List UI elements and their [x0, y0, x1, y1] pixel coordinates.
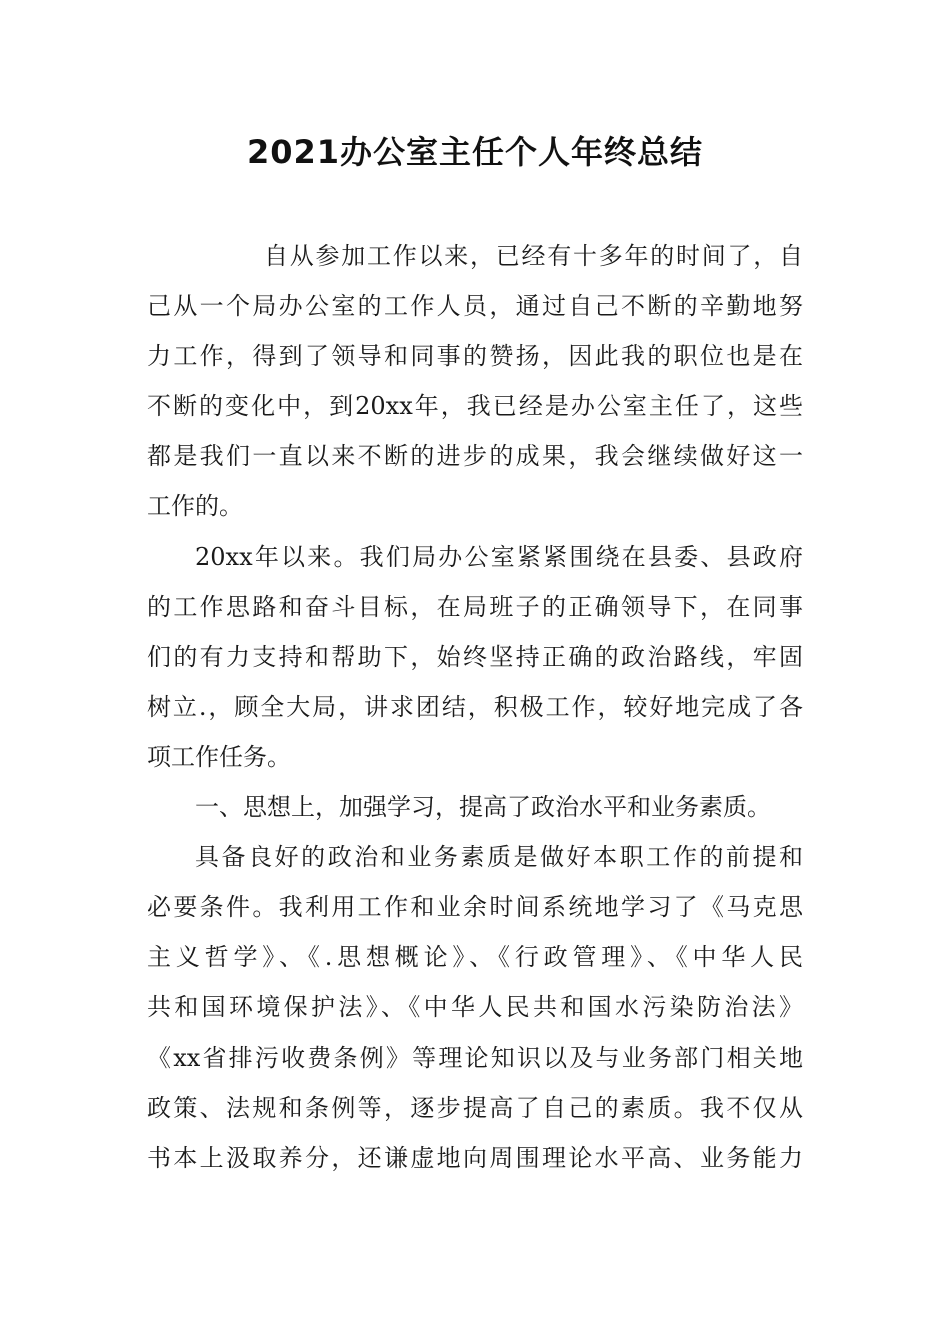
- paragraph-line: 《xx省排污收费条例》等理论知识以及与业务部门相关地: [147, 1043, 803, 1072]
- paragraph-line: 不断的变化中，到20xx年，我已经是办公室主任了，这些: [147, 392, 803, 421]
- paragraph-line: 政策、法规和条例等，逐步提高了自己的素质。我不仅从: [147, 1093, 803, 1122]
- paragraph-line: 都是我们一直以来不断的进步的成果，我会继续做好这一: [147, 442, 803, 471]
- document-body: [147, 231, 803, 1183]
- paragraph-line: 书本上汲取养分，还谦虚地向周围理论水平高、业务能力: [147, 1143, 803, 1172]
- section-heading: 一、思想上，加强学习，提高了政治水平和业务素质。: [195, 793, 771, 822]
- paragraph-line: 的工作思路和奋斗目标，在局班子的正确领导下，在同事: [147, 592, 803, 621]
- paragraph-line: 共和国环境保护法》、《中华人民共和国水污染防治法》: [147, 993, 803, 1022]
- paragraph-line: 们的有力支持和帮助下，始终坚持正确的政治路线，牢固: [147, 642, 803, 671]
- paragraph-line: 己从一个局办公室的工作人员，通过自己不断的辛勤地努: [147, 292, 803, 321]
- paragraph-line: 具备良好的政治和业务素质是做好本职工作的前提和: [195, 843, 803, 872]
- paragraph-line: 树立.，顾全大局，讲求团结，积极工作，较好地完成了各: [147, 692, 803, 721]
- paragraph-line: 20xx年以来。我们局办公室紧紧围绕在县委、县政府: [195, 542, 803, 571]
- paragraph-line: 项工作任务。: [147, 742, 291, 771]
- paragraph-line: 主义哲学》、《.思想概论》、《行政管理》、《中华人民: [147, 943, 803, 972]
- paragraph-line: 力工作，得到了领导和同事的赞扬，因此我的职位也是在: [147, 342, 803, 371]
- paragraph-line: 自从参加工作以来，已经有十多年的时间了，自: [264, 242, 803, 270]
- document-title: 2021办公室主任个人年终总结: [246, 133, 704, 171]
- paragraph-line: 必要条件。我利用工作和业余时间系统地学习了《马克思: [147, 893, 803, 922]
- paragraph-line: 工作的。: [147, 492, 243, 521]
